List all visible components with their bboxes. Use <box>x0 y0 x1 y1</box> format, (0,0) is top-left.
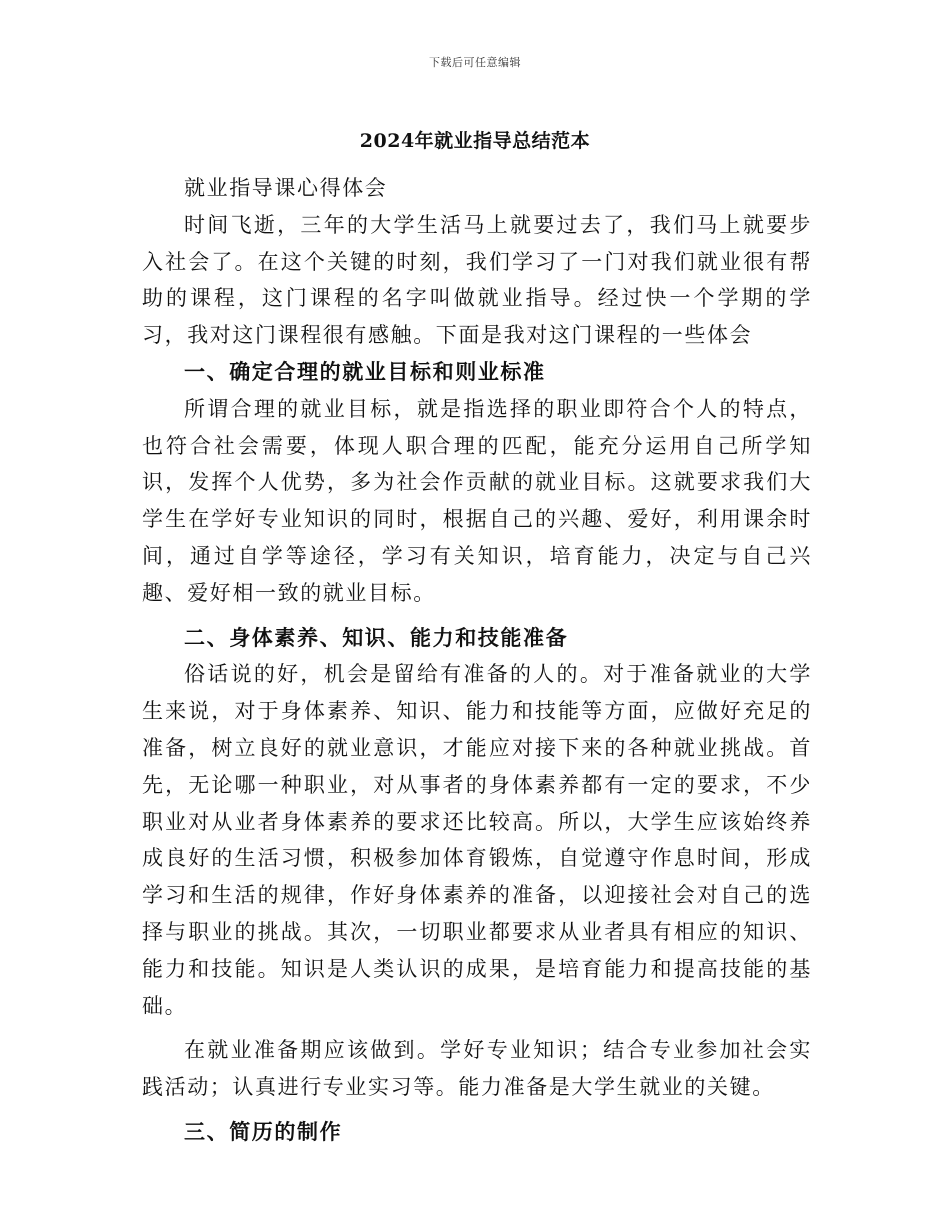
section-heading-3: 三、简历的制作 <box>184 1118 343 1144</box>
section-heading-2: 二、身体素养、知识、能力和技能准备 <box>184 624 569 650</box>
header-note: 下载后可任意编辑 <box>429 56 521 69</box>
document-title: 2024年就业指导总结范本 <box>359 130 591 152</box>
paragraph-section-2b: 在就业准备期应该做到。学好专业知识；结合专业参加社会实践活动；认真进行专业实习等。能力准备是大学生就业的关键。 <box>142 1038 812 1100</box>
paragraph-intro: 时间飞逝，三年的大学生活马上就要过去了，我们马上就要步入社会了。在这个关键的时刻，我们学习了一门对我们就业很有帮助的课程，这门课程的名字叫做就业指导。经过快一个学期的学习，我对这门课程很有感触。下面是我对这门课程的一些体会 <box>142 212 812 348</box>
document-body <box>142 170 812 1151</box>
paragraph-subtitle: 就业指导课心得体会 <box>184 176 388 200</box>
paragraph-section-2: 俗话说的好，机会是留给有准备的人的。对于准备就业的大学生来说，对于身体素养、知识、能力和技能等方面，应做好充足的准备，树立良好的就业意识，才能应对接下来的各种就业挑战。首先，无论哪一种职业，对从事者的身体素养都有一定的要求，不少职业对从业者身体素养的要求还比较高。所以，大学生应该始终养成良好的生活习惯，积极参加体育锻炼，自觉遵守作息时间，形成学习和生活的规律，作好身体素养的准备，以迎接社会对自己的选择与职业的挑战。其次，一切职业都要求从业者具有相应的知识、能力和技能。知识是人类认识的成果，是培育能力和提高技能的基础。 <box>142 662 812 1018</box>
paragraph-section-1: 所谓合理的就业目标，就是指选择的职业即符合个人的特点，也符合社会需要，体现人职合理的匹配，能充分运用自己所学知识，发挥个人优势，多为社会作贡献的就业目标。这就要求我们大学生在学好专业知识的同时，根据自己的兴趣、爱好，利用课余时间，通过自学等途径，学习有关知识，培育能力，决定与自己兴趣、爱好相一致的就业目标。 <box>142 396 812 605</box>
section-heading-1: 一、确定合理的就业目标和则业标准 <box>184 358 546 384</box>
